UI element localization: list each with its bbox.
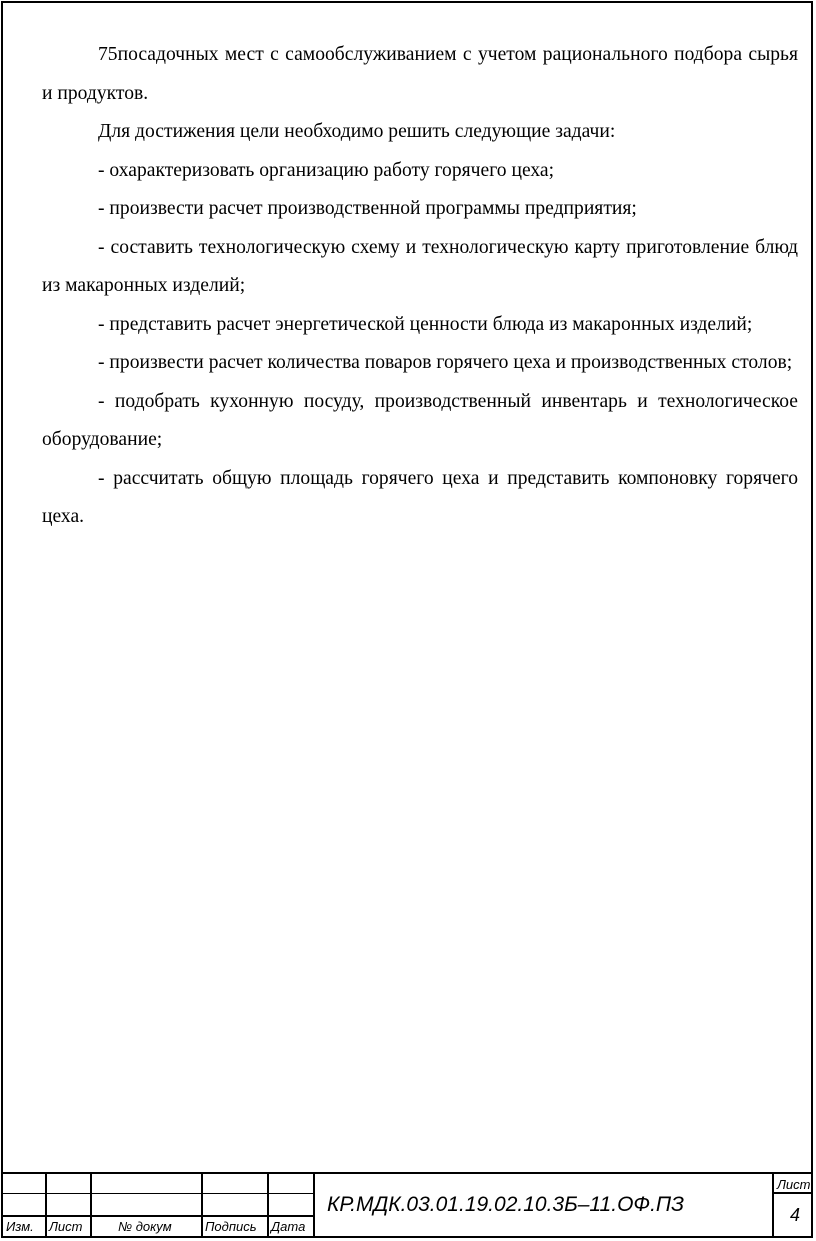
col-date-label: Дата <box>271 1219 306 1234</box>
document-body <box>42 36 798 537</box>
sheet-number: 4 <box>790 1205 801 1225</box>
list-item: - произвести расчет производственной программы предприятия; <box>98 198 637 219</box>
list-item: - произвести расчет количества поваров горячего цеха и производственных столов; <box>98 352 793 373</box>
col-list-label: Лист <box>49 1219 83 1234</box>
grid-col-line <box>201 1172 203 1238</box>
paragraph: Для достижения цели необходимо решить следующие задачи: <box>98 121 616 142</box>
col-doc-label: № докум <box>118 1219 172 1234</box>
grid-col-line <box>90 1172 92 1238</box>
grid-col-line <box>45 1172 47 1238</box>
title-block <box>1 1172 813 1238</box>
list-item: - составить технологическую схему и технологическую карту приготовление блюд из макаронных изделий; <box>42 236 798 296</box>
col-sign-label: Подпись <box>205 1219 257 1234</box>
list-item: - подобрать кухонную посуду, производственный инвентарь и технологическое оборудование; <box>42 390 798 450</box>
sheet-label: Лист <box>777 1177 811 1192</box>
paragraph: 75посадочных мест с самообслуживанием с учетом рационального подбора сырья и продуктов. <box>42 44 798 104</box>
document-code: КР.МДК.03.01.19.02.10.3Б–11.ОФ.ПЗ <box>327 1193 685 1216</box>
sheet-cell-line <box>773 1192 813 1194</box>
title-block-top-border <box>1 1172 813 1174</box>
list-item: - представить расчет энергетической ценности блюда из макаронных изделий; <box>98 313 753 335</box>
grid-col-line <box>267 1172 269 1238</box>
grid-col-line <box>313 1172 315 1238</box>
list-item: - охарактеризовать организацию работу горячего цеха; <box>98 159 555 181</box>
col-izm-label: Изм. <box>6 1219 34 1234</box>
list-item: - рассчитать общую площадь горячего цеха и представить компоновку горячего цеха. <box>42 467 798 527</box>
sheet-col-line <box>772 1172 774 1238</box>
